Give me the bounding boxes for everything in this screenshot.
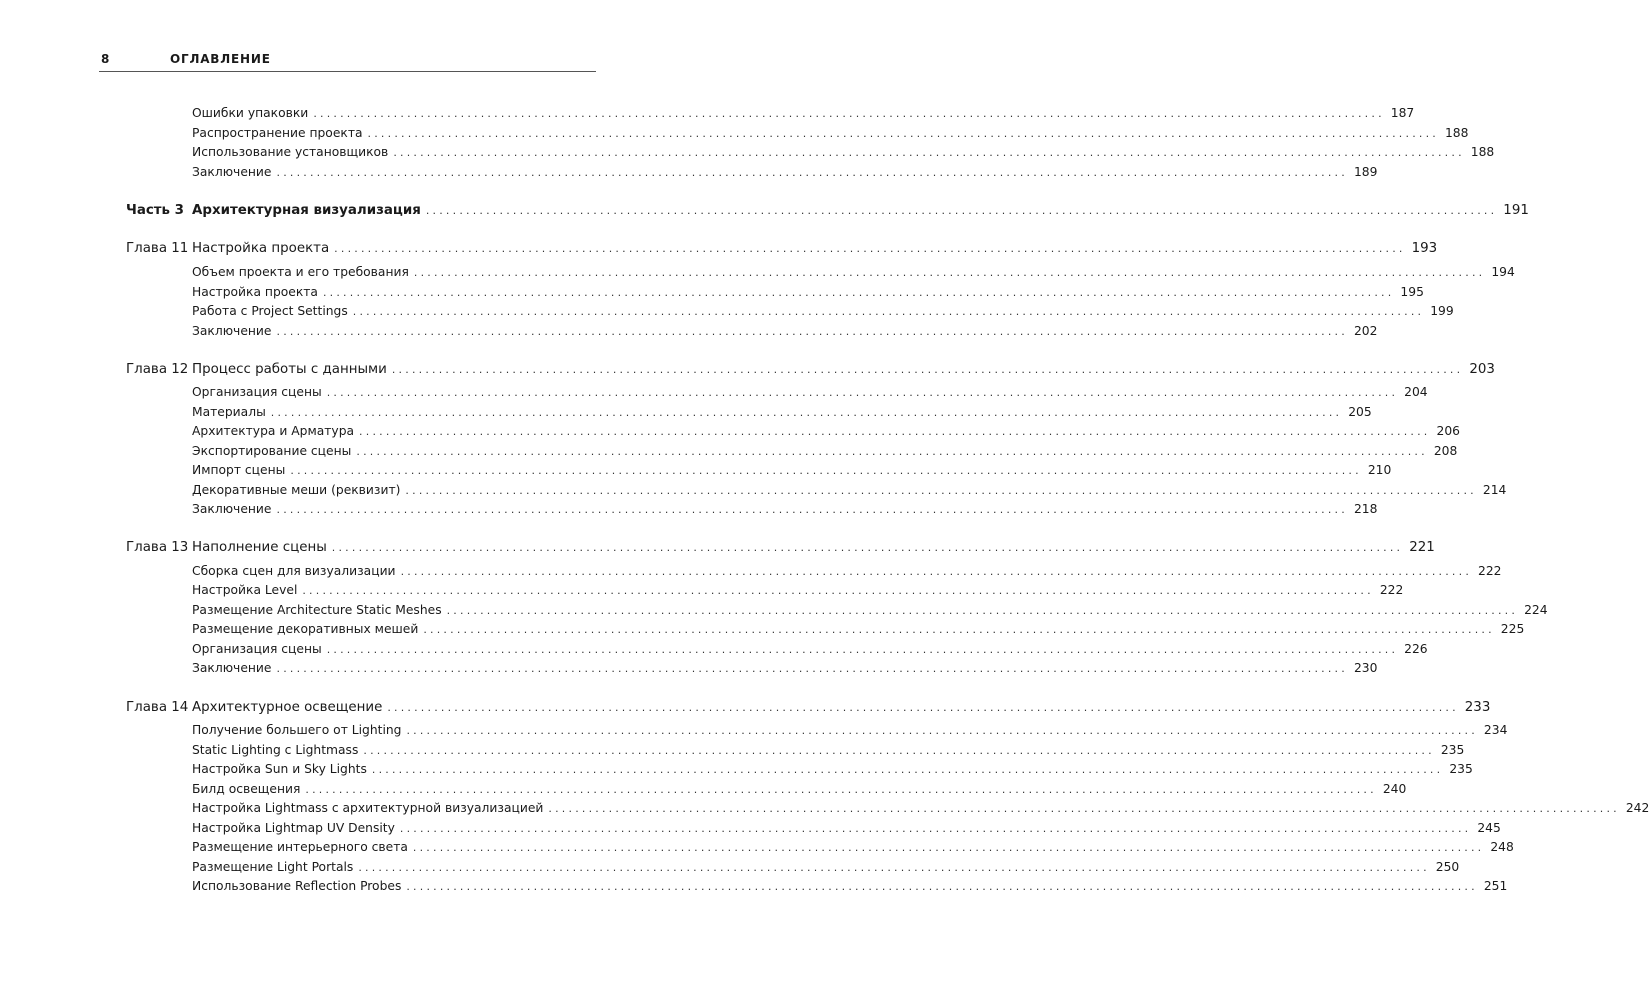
dot-leader: ................................................................................................................................................................	[446, 604, 1519, 617]
toc-section-row	[0, 821, 1501, 841]
dot-leader: ................................................................................................................................................................	[425, 204, 1498, 217]
toc-section-row	[0, 126, 1469, 146]
toc-entry	[192, 241, 1438, 256]
toc-page-number: 224	[1524, 603, 1548, 617]
toc-entry	[192, 540, 1435, 555]
dot-leader: ................................................................................................................................................................	[371, 763, 1444, 776]
toc-entry	[192, 444, 1458, 458]
toc-entry-title: Архитектурная визуализация	[192, 203, 421, 218]
toc-entry	[192, 203, 1529, 218]
toc-section-row	[0, 424, 1460, 444]
toc-entry	[192, 265, 1515, 279]
toc-part-row	[0, 203, 1529, 223]
toc-entry	[192, 782, 1407, 796]
toc-page-number: 206	[1436, 424, 1460, 438]
toc-entry	[192, 165, 1378, 179]
dot-leader: ................................................................................................................................................................	[393, 146, 1465, 159]
dot-leader: ................................................................................................................................................................	[334, 242, 1406, 255]
running-header-title: ОГЛАВЛЕНИЕ	[170, 52, 271, 66]
toc-page-number: 188	[1470, 145, 1495, 159]
toc-entry-title: Работа с Project Settings	[192, 304, 348, 318]
dot-leader: ................................................................................................................................................................	[405, 484, 1477, 497]
header-divider	[99, 71, 596, 72]
toc-section-row	[0, 743, 1465, 763]
toc-entry-title: Архитектурное освещение	[192, 700, 383, 715]
dot-leader: ................................................................................................................................................................	[359, 425, 1431, 438]
toc-entry	[192, 622, 1525, 636]
toc-page-number: 235	[1440, 743, 1465, 757]
toc-section-row	[0, 444, 1458, 464]
dot-leader: ................................................................................................................................................................	[387, 701, 1459, 714]
toc-entry-title: Экспортирование сцены	[192, 444, 352, 458]
dot-leader: ................................................................................................................................................................	[363, 744, 1435, 757]
toc-entry-title: Static Lighting с Lightmass	[192, 743, 359, 757]
toc-entry-title: Распространение проекта	[192, 126, 363, 140]
toc-chapter-label: Глава 12	[126, 362, 189, 377]
toc-section-row	[0, 463, 1392, 483]
toc-entry	[192, 385, 1428, 399]
toc-entry	[192, 424, 1460, 438]
toc-entry	[192, 642, 1428, 656]
toc-page-number: 225	[1500, 622, 1525, 636]
dot-leader: ................................................................................................................................................................	[548, 802, 1620, 815]
toc-entry-title: Импорт сцены	[192, 463, 286, 477]
toc-entry	[192, 324, 1378, 338]
dot-leader: ................................................................................................................................................................	[367, 127, 1439, 140]
toc-page-number: 222	[1478, 564, 1502, 578]
toc-section-row	[0, 879, 1508, 899]
toc-page-number: 193	[1411, 241, 1438, 256]
toc-entry-title: Сборка сцен для визуализации	[192, 564, 396, 578]
toc-chapter-label: Глава 13	[126, 540, 189, 555]
toc-section-row	[0, 642, 1428, 662]
toc-section-row	[0, 661, 1378, 681]
dot-leader: ................................................................................................................................................................	[290, 464, 1362, 477]
dot-leader: ................................................................................................................................................................	[270, 406, 1343, 419]
toc-entry-title: Наполнение сцены	[192, 540, 327, 555]
toc-page-number: 195	[1400, 285, 1424, 299]
dot-leader: ................................................................................................................................................................	[391, 363, 1464, 376]
toc-entry-title: Настройка проекта	[192, 285, 318, 299]
toc-page-number: 194	[1491, 265, 1515, 279]
toc-page-number: 222	[1379, 583, 1404, 597]
toc-entry	[192, 801, 1649, 815]
toc-entry-title: Организация сцены	[192, 385, 322, 399]
toc-section-row	[0, 840, 1514, 860]
dot-leader: ................................................................................................................................................................	[331, 541, 1404, 554]
toc-section-row	[0, 405, 1372, 425]
toc-entry	[192, 661, 1378, 675]
toc-entry	[192, 840, 1514, 854]
toc-entry-title: Использование Reflection Probes	[192, 879, 402, 893]
toc-entry-title: Билд освещения	[192, 782, 301, 796]
toc-page-number: 208	[1433, 444, 1458, 458]
toc-chapter-label: Глава 11	[126, 241, 189, 256]
toc-page-number: 202	[1353, 324, 1378, 338]
toc-entry-title: Архитектура и Арматура	[192, 424, 355, 438]
dot-leader: ................................................................................................................................................................	[276, 166, 1348, 179]
toc-page-number: 205	[1348, 405, 1372, 419]
toc-entry	[192, 285, 1424, 299]
toc-section-row	[0, 801, 1649, 821]
toc-entry	[192, 145, 1495, 159]
toc-entry	[192, 723, 1508, 737]
dot-leader: ................................................................................................................................................................	[302, 584, 1374, 597]
toc-entry-title: Заключение	[192, 324, 272, 338]
toc-entry-title: Объем проекта и его требования	[192, 265, 409, 279]
toc-entry-title: Ошибки упаковки	[192, 106, 309, 120]
page-number: 8	[101, 52, 110, 66]
dot-leader: ................................................................................................................................................................	[423, 623, 1495, 636]
toc-section-row	[0, 145, 1495, 165]
dot-leader: ................................................................................................................................................................	[358, 861, 1430, 874]
toc-section-row	[0, 622, 1525, 642]
toc-page-number: 230	[1353, 661, 1378, 675]
toc-section-row	[0, 106, 1415, 126]
toc-entry-title: Заключение	[192, 502, 272, 516]
toc-page-number: 203	[1469, 362, 1495, 377]
dot-leader: ................................................................................................................................................................	[356, 445, 1428, 458]
toc-section-row	[0, 385, 1428, 405]
toc-page-number: 242	[1625, 801, 1649, 815]
toc-page-number: 248	[1490, 840, 1514, 854]
dot-leader: ................................................................................................................................................................	[305, 783, 1377, 796]
toc-page-number: 187	[1390, 106, 1415, 120]
toc-entry-title: Размещение декоративных мешей	[192, 622, 419, 636]
toc-page-number: 191	[1503, 203, 1529, 218]
toc-page-number: 226	[1404, 642, 1428, 656]
toc-entry	[192, 821, 1501, 835]
toc-page-number: 240	[1382, 782, 1407, 796]
toc-entry	[192, 564, 1502, 578]
toc-entry	[192, 583, 1404, 597]
toc-entry-title: Настройка Lightmass с архитектурной визуализацией	[192, 801, 544, 815]
toc-entry	[192, 304, 1454, 318]
toc-section-row	[0, 285, 1424, 305]
toc-entry	[192, 879, 1508, 893]
toc-entry-title: Процесс работы с данными	[192, 362, 387, 377]
dot-leader: ................................................................................................................................................................	[276, 662, 1348, 675]
toc-page-number: 204	[1404, 385, 1428, 399]
toc-entry-title: Размещение Light Portals	[192, 860, 354, 874]
toc-entry	[192, 502, 1378, 516]
dot-leader: ................................................................................................................................................................	[352, 305, 1425, 318]
toc-entry	[192, 743, 1465, 757]
toc-page-number: 251	[1483, 879, 1508, 893]
toc-chapter-row	[0, 540, 1435, 560]
toc-page-number: 188	[1444, 126, 1469, 140]
dot-leader: ................................................................................................................................................................	[276, 325, 1348, 338]
toc-entry-title: Заключение	[192, 165, 272, 179]
dot-leader: ................................................................................................................................................................	[276, 503, 1348, 516]
toc-page-number: 199	[1430, 304, 1454, 318]
toc-chapter-row	[0, 362, 1495, 382]
dot-leader: ................................................................................................................................................................	[322, 286, 1395, 299]
toc-entry	[192, 700, 1491, 715]
toc-page-number: 189	[1353, 165, 1378, 179]
toc-page-number: 235	[1449, 762, 1473, 776]
toc-entry-title: Настройка Level	[192, 583, 298, 597]
toc-entry-title: Настройка Lightmap UV Density	[192, 821, 395, 835]
toc-part-label: Часть 3	[126, 203, 185, 218]
dot-leader: ................................................................................................................................................................	[399, 822, 1472, 835]
dot-leader: ................................................................................................................................................................	[413, 266, 1486, 279]
dot-leader: ................................................................................................................................................................	[406, 724, 1478, 737]
toc-entry-title: Настройка Sun и Sky Lights	[192, 762, 367, 776]
toc-entry-title: Получение большего от Lighting	[192, 723, 402, 737]
toc-entry	[192, 405, 1372, 419]
toc-section-row	[0, 165, 1378, 185]
toc-entry-title: Размещение Architecture Static Meshes	[192, 603, 442, 617]
toc-page-number: 250	[1435, 860, 1460, 874]
dot-leader: ................................................................................................................................................................	[313, 107, 1385, 120]
toc-section-row	[0, 324, 1378, 344]
toc-section-row	[0, 583, 1404, 603]
toc-page-number: 221	[1409, 540, 1435, 555]
toc-page-number: 210	[1367, 463, 1392, 477]
toc-entry	[192, 106, 1415, 120]
toc-section-row	[0, 483, 1507, 503]
toc-entry	[192, 126, 1469, 140]
toc-entry-title: Заключение	[192, 661, 272, 675]
toc-entry-title: Использование установщиков	[192, 145, 389, 159]
toc-section-row	[0, 564, 1502, 584]
toc-entry	[192, 762, 1473, 776]
toc-entry-title: Организация сцены	[192, 642, 322, 656]
toc-section-row	[0, 723, 1508, 743]
dot-leader: ................................................................................................................................................................	[400, 565, 1473, 578]
dot-leader: ................................................................................................................................................................	[326, 386, 1399, 399]
toc-section-row	[0, 762, 1473, 782]
toc-entry	[192, 603, 1548, 617]
dot-leader: ................................................................................................................................................................	[326, 643, 1399, 656]
toc-chapter-row	[0, 700, 1491, 720]
toc-page-number: 214	[1482, 483, 1507, 497]
toc-entry	[192, 483, 1507, 497]
toc-page-number: 234	[1483, 723, 1508, 737]
toc-entry-title: Материалы	[192, 405, 266, 419]
toc-page-number: 233	[1464, 700, 1491, 715]
toc-page-number: 218	[1353, 502, 1378, 516]
toc-section-row	[0, 502, 1378, 522]
toc-entry-title: Настройка проекта	[192, 241, 330, 256]
toc-chapter-label: Глава 14	[126, 700, 189, 715]
toc-entry-title: Декоративные меши (реквизит)	[192, 483, 401, 497]
dot-leader: ................................................................................................................................................................	[412, 841, 1485, 854]
toc-entry	[192, 362, 1495, 377]
dot-leader: ................................................................................................................................................................	[406, 880, 1478, 893]
toc-section-row	[0, 860, 1460, 880]
toc-entry-title: Размещение интерьерного света	[192, 840, 408, 854]
toc-section-row	[0, 782, 1407, 802]
toc-entry	[192, 860, 1460, 874]
toc-chapter-row	[0, 241, 1438, 261]
toc-entry	[192, 463, 1392, 477]
toc-section-row	[0, 304, 1454, 324]
toc-section-row	[0, 265, 1515, 285]
toc-section-row	[0, 603, 1548, 623]
toc-page-number: 245	[1477, 821, 1501, 835]
